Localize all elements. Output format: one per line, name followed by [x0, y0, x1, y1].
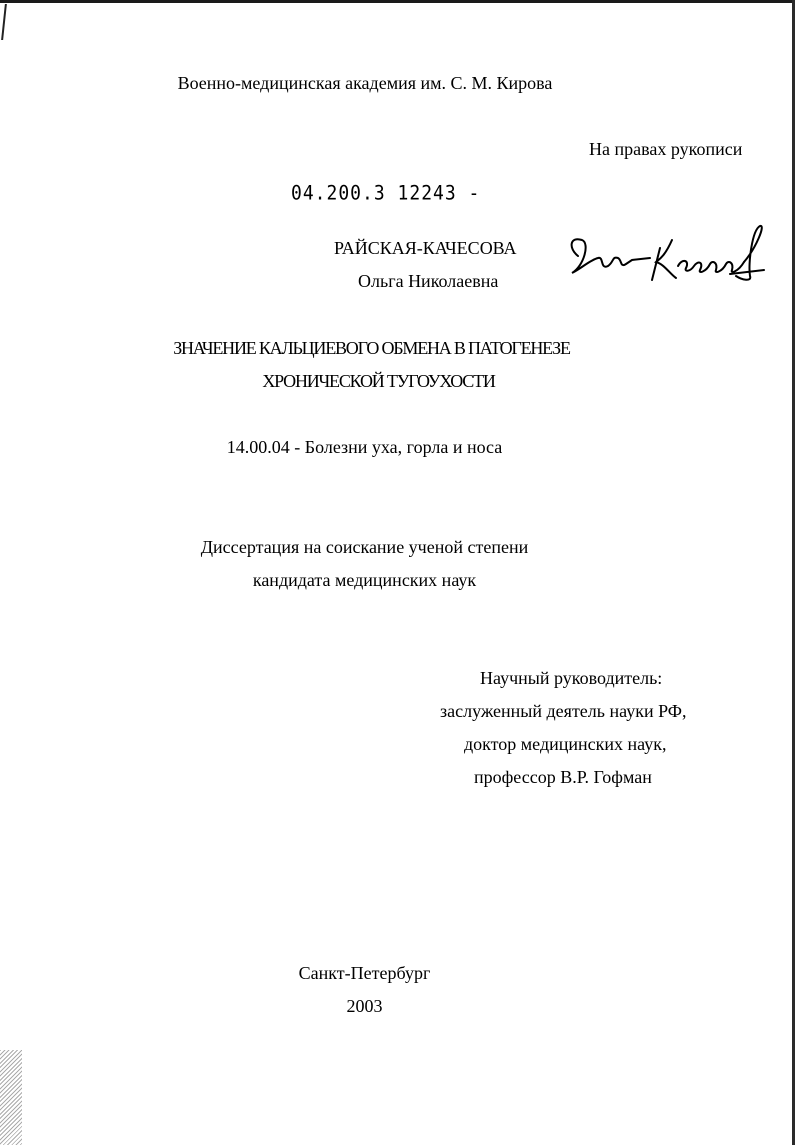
institution-name: Военно-медицинская академия им. С. М. Кирова: [177, 73, 553, 93]
scan-noise: [0, 1050, 22, 1145]
scan-edge-top: [0, 0, 795, 3]
rights-note: На правах рукописи: [589, 139, 743, 159]
author-surname: РАЙСКАЯ-КАЧЕСОВА: [334, 238, 517, 258]
author-signature: [560, 218, 775, 288]
supervisor-name: профессор В.Р. Гофман: [474, 767, 652, 787]
degree-line-1: Диссертация на соискание ученой степени: [200, 537, 529, 557]
dissertation-title-line-2: ХРОНИЧЕСКОЙ ТУГОУХОСТИ: [262, 371, 495, 391]
supervisor-heading: Научный руководитель:: [480, 668, 663, 688]
supervisor-honor: заслуженный деятель науки РФ,: [440, 701, 687, 721]
author-given-names: Ольга Николаевна: [358, 271, 499, 291]
specialty-code: 14.00.04 - Болезни уха, горла и носа: [226, 437, 503, 457]
dissertation-title-line-1: ЗНАЧЕНИЕ КАЛЬЦИЕВОГО ОБМЕНА В ПАТОГЕНЕЗЕ: [173, 338, 570, 358]
registration-stamp: 04.200.3 12243 -: [291, 181, 481, 206]
city: Санкт-Петербург: [298, 963, 431, 983]
supervisor-degree: доктор медицинских наук,: [464, 734, 667, 754]
year: 2003: [346, 996, 383, 1016]
degree-line-2: кандидата медицинских наук: [252, 570, 477, 590]
scan-edge-mark: [1, 4, 7, 40]
